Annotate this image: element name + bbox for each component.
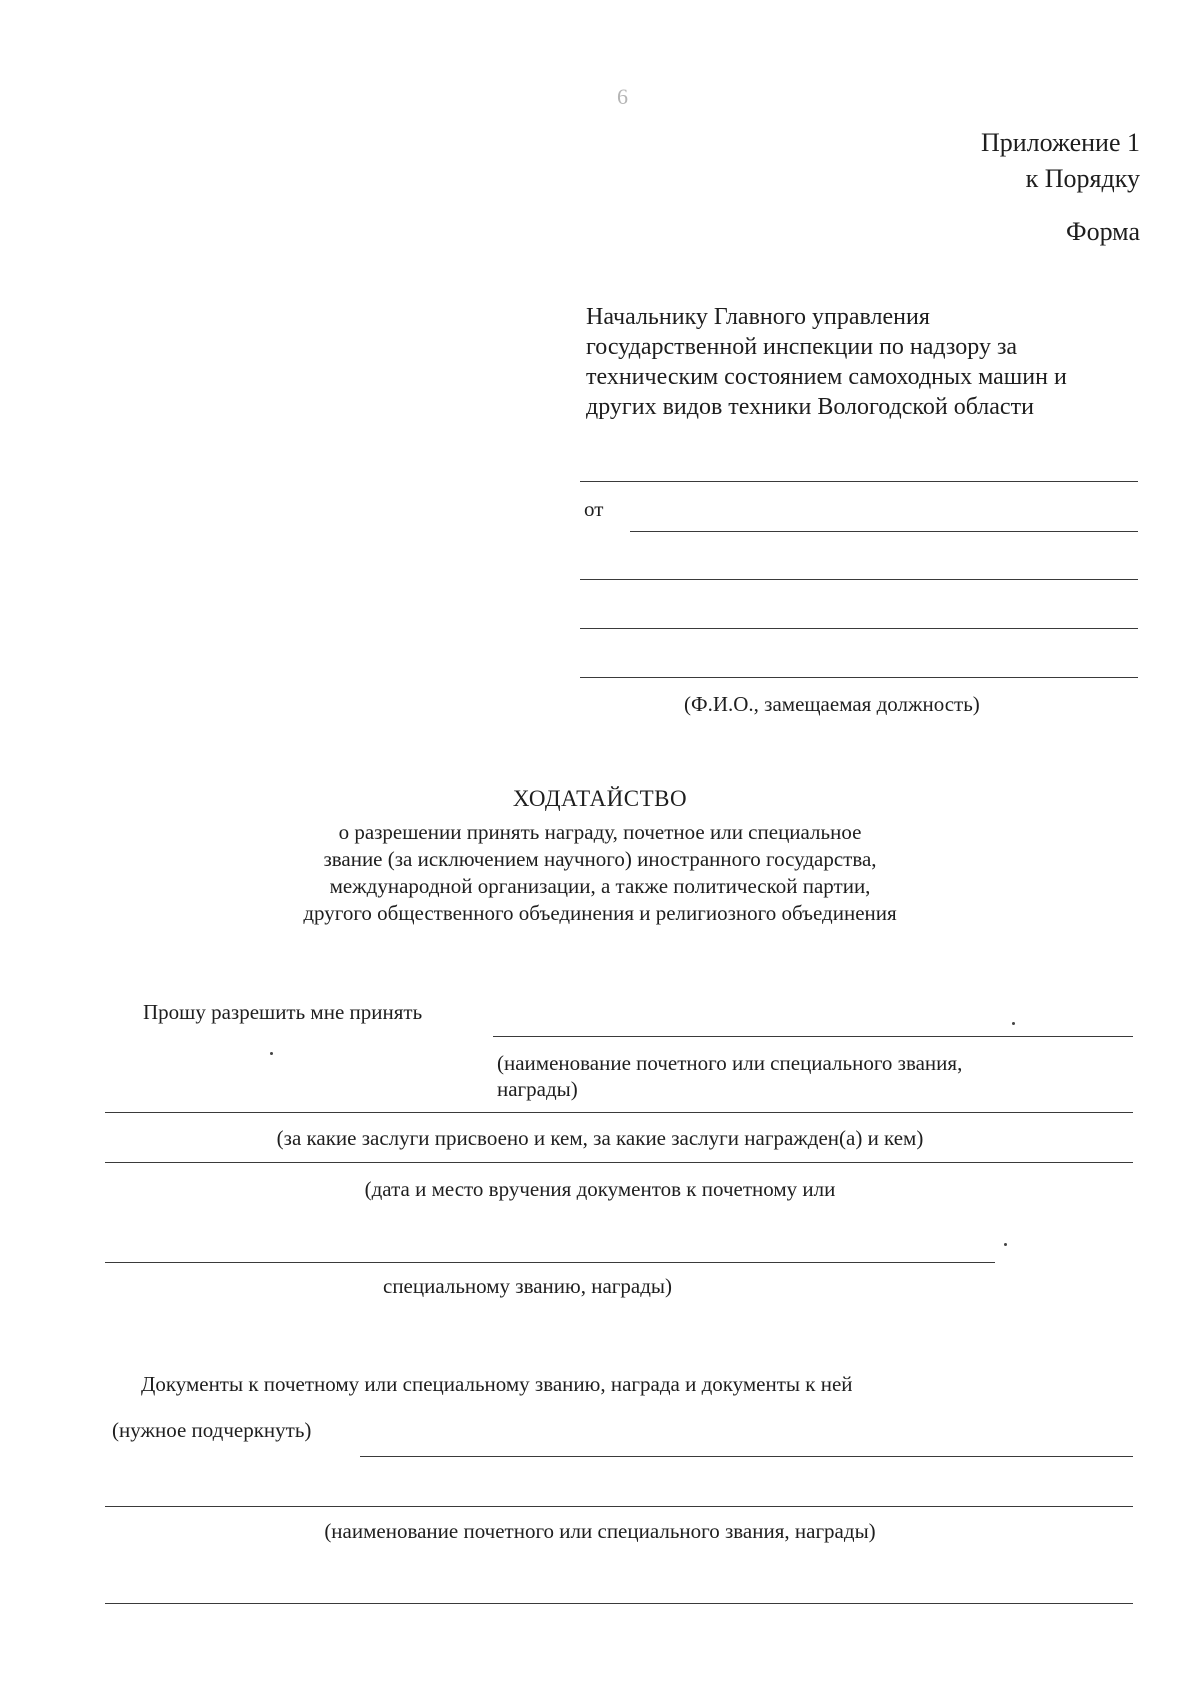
petition-subtitle [0, 819, 1200, 927]
underline-note: (нужное подчеркнуть) [112, 1418, 312, 1442]
merits-field[interactable] [105, 1112, 1133, 1113]
sender-name-field[interactable] [630, 531, 1138, 532]
form-label: Форма [1066, 217, 1140, 246]
documents-field-2[interactable] [105, 1506, 1133, 1507]
award-name-field[interactable] [493, 1036, 1133, 1037]
documents-text: Документы к почетному или специальному званию, награда и документы к ней [141, 1372, 853, 1396]
scan-speck [1012, 1022, 1015, 1025]
appendix-label: Приложение 1 [980, 128, 1140, 157]
award-name-caption: (наименование почетного или специального звания, награды) [324, 1519, 876, 1543]
order-label: к Порядку [1025, 164, 1140, 193]
documents-field-3[interactable] [105, 1603, 1133, 1604]
petition-title: ХОДАТАЙСТВО [512, 786, 688, 811]
addressee-line: Начальнику Главного управления [586, 304, 930, 330]
request-label: Прошу разрешить мне принять [143, 1000, 423, 1024]
subtitle-line: звание (за исключением научного) иностранного государства, [323, 847, 877, 871]
page-number: 6 [617, 84, 628, 109]
addressee-blank-line[interactable] [580, 481, 1138, 482]
subtitle-line: о разрешении принять награду, почетное или специальное [338, 820, 862, 844]
caption-line: (наименование почетного или специального звания, [497, 1051, 963, 1075]
header-block [981, 125, 1140, 197]
award-caption [497, 1050, 962, 1102]
caption-line: награды) [497, 1077, 578, 1101]
addressee-block [586, 302, 1067, 422]
subtitle-line: международной организации, а также политической партии, [329, 874, 871, 898]
date-caption-line1: (дата и место вручения документов к почетному или [364, 1177, 836, 1201]
subtitle-line: другого общественного объединения и религиозного объединения [303, 901, 897, 925]
date-place-field[interactable] [105, 1162, 1133, 1163]
addressee-line: государственной инспекции по надзору за [586, 334, 1018, 360]
addressee-line: других видов техники Вологодской области [586, 394, 1034, 420]
sender-blank-line[interactable] [580, 628, 1138, 629]
documents-field[interactable] [360, 1456, 1133, 1457]
scan-speck [1004, 1243, 1007, 1246]
merits-caption: (за какие заслуги присвоено и кем, за какие заслуги награжден(а) и кем) [276, 1126, 924, 1150]
from-label: от [584, 497, 604, 521]
sender-blank-line[interactable] [580, 579, 1138, 580]
scan-speck [270, 1052, 273, 1055]
sender-blank-line[interactable] [580, 677, 1138, 678]
addressee-line: техническим состоянием самоходных машин и [586, 364, 1067, 390]
date-place-field-2[interactable] [105, 1262, 995, 1263]
sender-caption: (Ф.И.О., замещаемая должность) [684, 692, 980, 716]
date-caption-line2: специальному званию, награды) [383, 1274, 672, 1298]
